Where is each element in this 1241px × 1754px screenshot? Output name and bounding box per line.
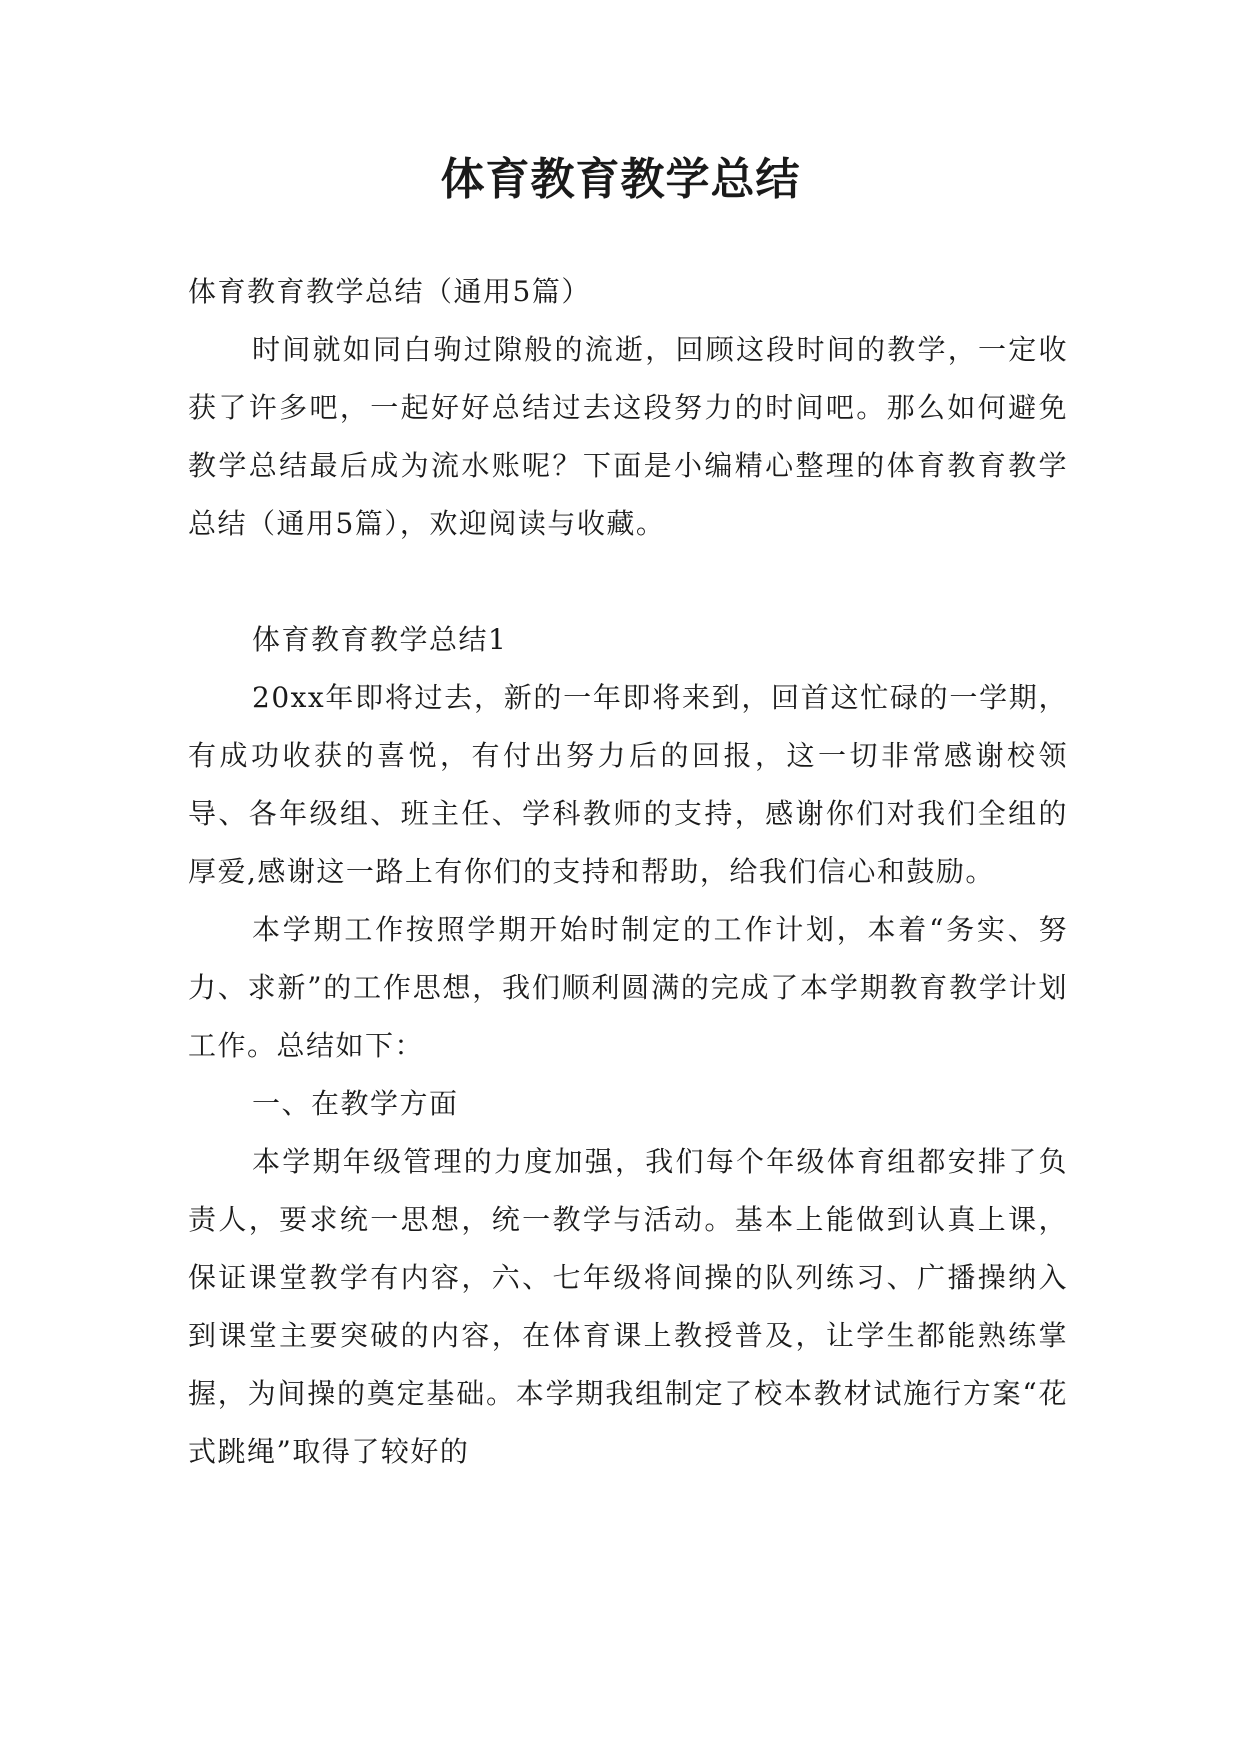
paragraph-spacer: [188, 553, 1068, 611]
body-paragraph: 本学期工作按照学期开始时制定的工作计划，本着“务实、努力、求新”的工作思想，我们顺利圆满的完成了本学期教育教学计划工作。总结如下：: [188, 913, 1068, 1062]
document-title: 体育教育教学总结: [440, 154, 801, 205]
body-paragraph: 本学期年级管理的力度加强，我们每个年级体育组都安排了负责人，要求统一思想，统一教学与活动。基本上能做到认真上课，保证课堂教学有内容，六、七年级将间操的队列练习、广播操纳入到课堂主要突破的内容，在体育课上教授普及，让学生都能熟练掌握，为间操的奠定基础。本学期我组制定了校本教材试施行方案“花式跳绳”取得了较好的: [188, 1145, 1068, 1468]
section-heading: 体育教育教学总结1: [252, 623, 508, 656]
document-body: [188, 263, 1068, 1481]
intro-paragraph: 时间就如同白驹过隙般的流逝，回顾这段时间的教学，一定收获了许多吧，一起好好总结过去这段努力的时间吧。那么如何避免教学总结最后成为流水账呢？下面是小编精心整理的体育教育教学总结（通用5篇），欢迎阅读与收藏。: [188, 333, 1068, 540]
document-subtitle: 体育教育教学总结（通用5篇）: [188, 275, 591, 308]
body-paragraph: 20xx年即将过去，新的一年即将来到，回首这忙碌的一学期，有成功收获的喜悦，有付出努力后的回报，这一切非常感谢校领导、各年级组、班主任、学科教师的支持，感谢你们对我们全组的厚爱,感谢这一路上有你们的支持和帮助，给我们信心和鼓励。: [188, 681, 1068, 888]
subsection-heading: 一、在教学方面: [252, 1087, 459, 1120]
